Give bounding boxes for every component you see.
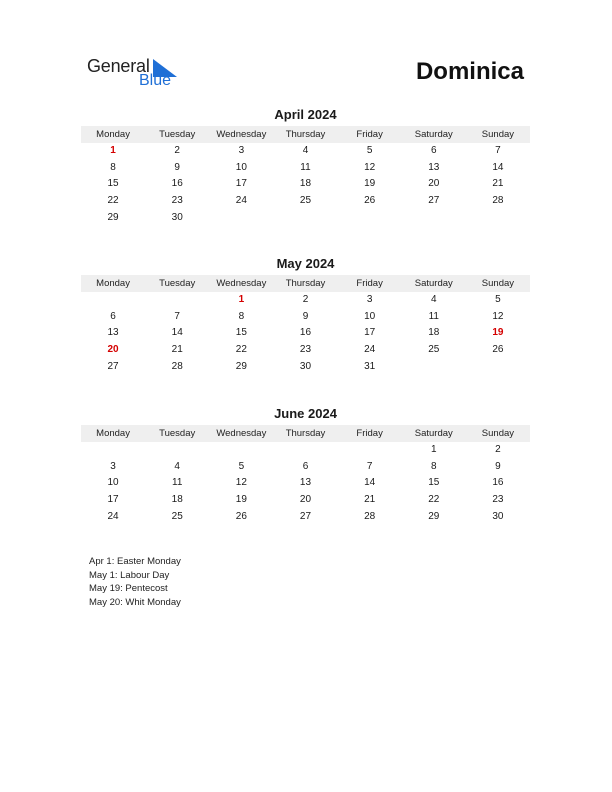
week-row [81,342,530,359]
day-cell: 30 [171,211,183,223]
week-row [81,160,530,177]
week-row [81,176,530,193]
day-cell: 3 [366,294,373,305]
day-cell: 7 [495,145,501,156]
empty-day-cell [145,292,209,309]
holiday-note: May 20: Whit Monday [89,597,181,609]
day-cell: 1 [238,294,245,305]
day-cell: 7 [366,460,373,472]
day-cell: 6 [110,310,116,322]
empty-day-cell [81,292,145,309]
day-cell: 16 [299,327,312,339]
day-cell: 26 [364,195,376,207]
week-row [81,492,530,509]
week-row [81,210,530,227]
weekday-label: Thursday [285,129,326,140]
day-cell: 14 [171,327,183,339]
week-row [81,193,530,210]
day-cell: 29 [107,211,119,223]
day-cell: 22 [235,344,247,356]
holiday-note: May 1: Labour Day [89,569,170,581]
day-cell: 4 [430,294,437,305]
day-cell: 1 [110,145,116,156]
day-cell: 21 [492,178,504,190]
weekday-label: Monday [96,129,130,140]
weekday-label: Thursday [285,428,326,439]
day-cell: 8 [430,460,437,472]
day-cell: 17 [235,178,247,190]
day-cell: 19 [235,494,247,506]
week-row [81,475,530,492]
day-cell: 19 [492,327,504,339]
day-cell: 10 [364,310,376,322]
weekday-label: Monday [96,278,130,289]
day-cell: 3 [110,460,116,472]
weekday-header [81,425,530,442]
weekday-label: Sunday [481,278,515,289]
weekday-header [81,275,530,292]
day-cell: 4 [302,145,309,156]
empty-day-cell [338,210,402,227]
weekday-label: Saturday [414,278,453,289]
day-cell: 23 [299,344,312,356]
month-may [81,256,530,375]
day-cell: 5 [238,460,245,472]
weekday-label: Saturday [414,129,453,140]
day-cell: 3 [238,145,245,156]
day-cell: 2 [302,294,309,305]
day-cell: 8 [238,310,245,322]
day-cell: 23 [171,195,183,207]
day-cell: 28 [364,510,376,522]
day-cell: 6 [430,145,437,156]
day-cell: 2 [174,145,180,156]
day-cell: 15 [235,327,247,339]
day-cell: 8 [110,161,116,173]
day-cell: 11 [172,477,183,489]
weekday-label: Tuesday [159,129,196,140]
week-row [81,292,530,309]
day-cell: 16 [492,477,504,489]
empty-day-cell [466,359,530,376]
weekday-label: Wednesday [216,428,267,439]
week-row [81,309,530,326]
week-row [81,459,530,476]
weekday-label: Friday [356,278,383,289]
empty-day-cell [81,442,145,459]
day-cell: 13 [428,161,440,173]
day-cell: 2 [495,444,501,455]
month-april [81,107,530,226]
day-cell: 31 [364,360,376,372]
day-cell: 12 [235,477,247,489]
day-cell: 12 [364,161,376,173]
day-cell: 17 [107,494,119,506]
day-cell: 15 [107,178,119,190]
empty-day-cell [402,359,466,376]
day-cell: 29 [235,360,247,372]
day-cell: 13 [107,327,119,339]
day-cell: 5 [366,145,373,156]
day-cell: 4 [174,460,180,472]
week-row [81,143,530,160]
day-cell: 9 [302,310,309,322]
day-cell: 14 [364,477,376,489]
empty-day-cell [209,442,273,459]
day-cell: 24 [107,510,119,522]
weekday-label: Wednesday [216,278,267,289]
month-june [81,406,530,525]
day-cell: 30 [299,360,312,372]
day-cell: 16 [171,178,183,190]
logo [87,56,187,92]
day-cell: 27 [299,510,312,522]
day-cell: 10 [235,161,247,173]
day-cell: 27 [107,360,119,372]
day-cell: 18 [171,494,183,506]
day-cell: 27 [428,195,440,207]
weekday-label: Tuesday [159,278,196,289]
holiday-note: Apr 1: Easter Monday [89,556,181,567]
weekday-label: Sunday [481,428,515,439]
week-row [81,359,530,376]
day-cell: 22 [107,195,119,207]
day-cell: 18 [428,327,440,339]
weekday-label: Saturday [414,428,453,439]
day-cell: 1 [430,444,437,455]
logo-text-general: General [87,56,150,76]
week-row [81,325,530,342]
empty-day-cell [273,442,337,459]
day-cell: 14 [492,161,504,173]
day-cell: 17 [364,327,376,339]
weekday-label: Sunday [481,129,515,140]
month-title: June 2024 [274,406,337,421]
month-title: April 2024 [274,107,337,122]
holiday-notes [89,555,181,610]
weekday-label: Friday [356,129,383,140]
day-cell: 5 [495,294,501,305]
day-cell: 25 [428,344,440,356]
holiday-note: May 19: Pentecost [89,583,168,595]
day-cell: 29 [428,510,440,522]
day-cell: 9 [174,161,180,173]
day-cell: 19 [364,178,376,190]
day-cell: 20 [428,178,440,190]
day-cell: 21 [171,344,183,356]
weekday-label: Monday [96,428,130,439]
day-cell: 26 [492,344,504,356]
day-cell: 9 [495,460,501,472]
day-cell: 26 [235,510,247,522]
day-cell: 28 [492,195,504,207]
day-cell: 23 [492,494,504,506]
day-cell: 13 [299,477,312,489]
day-cell: 20 [107,344,119,356]
weekday-label: Thursday [285,278,326,289]
empty-day-cell [209,210,273,227]
day-cell: 21 [364,494,376,506]
day-cell: 25 [299,195,312,207]
day-cell: 18 [299,178,312,190]
day-cell: 30 [492,510,504,522]
day-cell: 15 [428,477,440,489]
week-row [81,509,530,526]
day-cell: 11 [428,310,439,322]
empty-day-cell [145,442,209,459]
empty-day-cell [338,442,402,459]
country-title: Dominica [415,58,524,85]
day-cell: 22 [428,494,440,506]
weekday-label: Wednesday [216,129,267,140]
weekday-header [81,126,530,143]
month-title: May 2024 [276,256,335,271]
day-cell: 7 [174,310,180,322]
empty-day-cell [402,210,466,227]
day-cell: 10 [107,477,119,489]
day-cell: 24 [364,344,376,356]
day-cell: 28 [171,360,183,372]
logo-text-blue: Blue [139,72,172,89]
empty-day-cell [273,210,337,227]
day-cell: 24 [235,195,247,207]
day-cell: 12 [492,310,504,322]
weekday-label: Friday [356,428,383,439]
weekday-label: Tuesday [159,428,196,439]
week-row [81,442,530,459]
day-cell: 6 [302,460,309,472]
day-cell: 11 [300,161,311,173]
day-cell: 25 [171,510,183,522]
empty-day-cell [466,210,530,227]
day-cell: 20 [299,494,312,506]
